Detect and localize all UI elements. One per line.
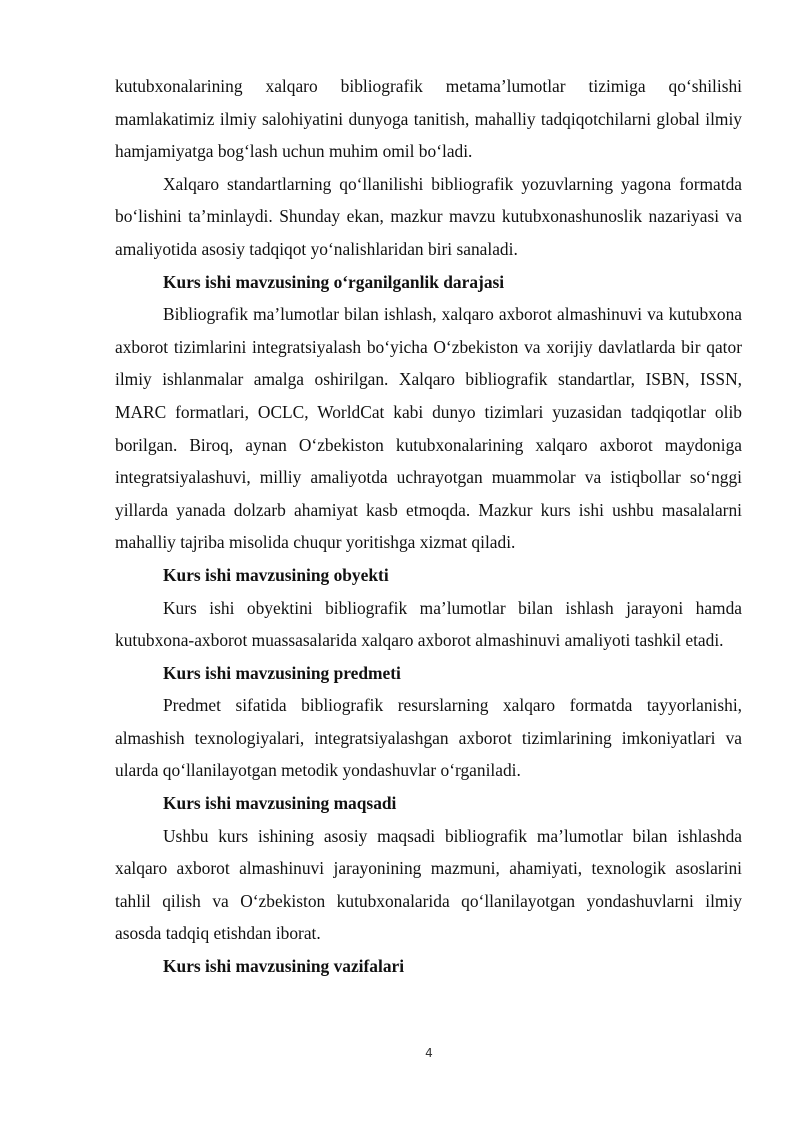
page-number: 4 bbox=[425, 1046, 433, 1060]
paragraph-goal: Ushbu kurs ishining asosiy maqsadi bibliografik ma’lumotlar bilan ishlashda xalqaro axborot almashinuvi jarayonining mazmuni, ahamiyati, texnologik asoslarini tahlil qilish va O‘zbekiston kutubxonalarida qo‘llanilayotgan yondashuvlarni ilmiy asosda tadqiq etishdan iborat. bbox=[115, 825, 742, 944]
heading-tasks: Kurs ishi mavzusining vazifalari bbox=[163, 956, 405, 977]
paragraph-subject: Predmet sifatida bibliografik resurslarning xalqaro formatda tayyorlanishi, almashish texnologiyalari, integratsiyalashgan axborot tizimlarining imkoniyatlari va ularda qo‘llanilayotgan metodik yondashuvlar o‘rganiladi. bbox=[115, 695, 742, 781]
heading-study-level: Kurs ishi mavzusining o‘rganilganlik darajasi bbox=[163, 271, 505, 292]
heading-object: Kurs ishi mavzusining obyekti bbox=[163, 564, 389, 585]
heading-goal: Kurs ishi mavzusining maqsadi bbox=[163, 793, 397, 814]
heading-subject: Kurs ishi mavzusining predmeti bbox=[163, 662, 401, 683]
paragraph-standards: Xalqaro standartlarning qo‘llanilishi bibliografik yozuvlarning yagona formatda bo‘lishini ta’minlaydi. Shunday ekan, mazkur mavzu kutubxonashunoslik nazariyasi va amaliyotida asosiy tadqiqot yo‘nalishlaridan biri sanaladi. bbox=[115, 173, 742, 259]
paragraph-intro-continuation: kutubxonalarining xalqaro bibliografik metama’lumotlar tizimiga qo‘shilishi mamlakatimiz ilmiy salohiyatini dunyoga tanitish, mahalliy tadqiqotchilarni global ilmiy hamjamiyatga bog‘lash uchun muhim omil bo‘ladi. bbox=[115, 76, 742, 162]
paragraph-object: Kurs ishi obyektini bibliografik ma’lumotlar bilan ishlash jarayoni hamda kutubxona-axborot muassasalarida xalqaro axborot almashinuvi amaliyoti tashkil etadi. bbox=[115, 597, 742, 651]
document-page bbox=[115, 70, 742, 983]
paragraph-study-level: Bibliografik ma’lumotlar bilan ishlash, xalqaro axborot almashinuvi va kutubxona axborot tizimlarini integratsiyalash bo‘yicha O‘zbekiston va xorijiy davlatlarda bir qator ilmiy ishlanmalar amalga oshirilgan. Xalqaro bibliografik standartlar, ISBN, ISSN, MARC formatlari, OCLC, WorldCat kabi dunyo tizimlari yuzasidan tadqiqotlar olib borilgan. Biroq, aynan O‘zbekiston kutubxonalarining xalqaro axborot maydoniga integratsiyalashuvi, milliy amaliyotda uchrayotgan muammolar va istiqbollar so‘nggi yillarda yanada dolzarb ahamiyat kasb etmoqda. Mazkur kurs ishi ushbu masalalarni mahalliy tajriba misolida chuqur yoritishga xizmat qiladi. bbox=[115, 304, 742, 553]
